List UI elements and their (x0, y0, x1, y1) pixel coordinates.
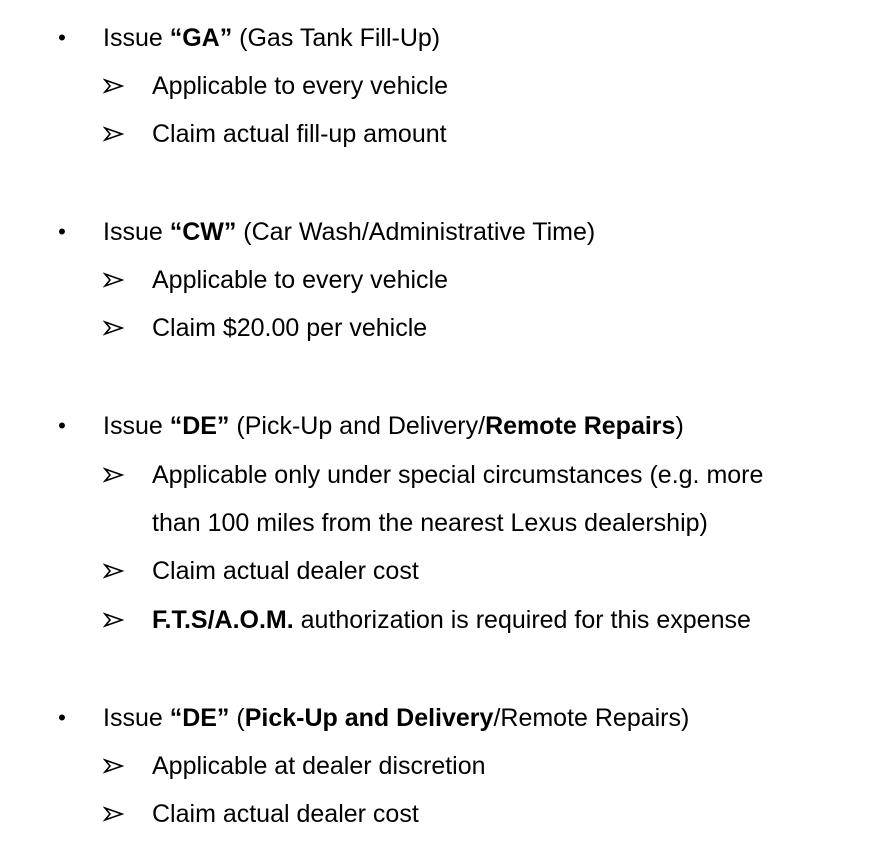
arrow-bullet-icon (103, 799, 125, 829)
issue-heading-de-remote: Issue “DE” (Pick-Up and Delivery/Remote Repairs) (103, 412, 684, 440)
list-item: Applicable to every vehicle (152, 72, 448, 100)
list-item-continuation: than 100 miles from the nearest Lexus dealership) (152, 509, 708, 537)
list-item: Applicable only under special circumstances (e.g. more (152, 461, 764, 489)
bullet-icon: • (58, 705, 66, 730)
arrow-bullet-icon (103, 119, 125, 149)
bullet-icon: • (58, 413, 66, 438)
issue-heading-cw: Issue “CW” (Car Wash/Administrative Time) (103, 218, 596, 246)
issue-heading-ga: Issue “GA” (Gas Tank Fill-Up) (103, 24, 441, 52)
list-item: Claim actual fill-up amount (152, 120, 447, 148)
issue-heading-de-pickup: Issue “DE” (Pick-Up and Delivery/Remote Repairs) (103, 704, 690, 732)
bullet-icon: • (58, 25, 66, 50)
arrow-bullet-icon (103, 605, 125, 635)
list-item-authorization: F.T.S/A.O.M. authorization is required for this expense (152, 606, 751, 634)
list-item: Applicable to every vehicle (152, 266, 448, 294)
arrow-bullet-icon (103, 556, 125, 586)
list-item: Applicable at dealer discretion (152, 752, 486, 780)
list-item: Claim actual dealer cost (152, 800, 419, 828)
arrow-bullet-icon (103, 313, 125, 343)
bullet-icon: • (58, 219, 66, 244)
arrow-bullet-icon (103, 265, 125, 295)
arrow-bullet-icon (103, 460, 125, 490)
arrow-bullet-icon (103, 71, 125, 101)
arrow-bullet-icon (103, 751, 125, 781)
list-item: Claim $20.00 per vehicle (152, 314, 428, 342)
list-item: Claim actual dealer cost (152, 557, 419, 585)
